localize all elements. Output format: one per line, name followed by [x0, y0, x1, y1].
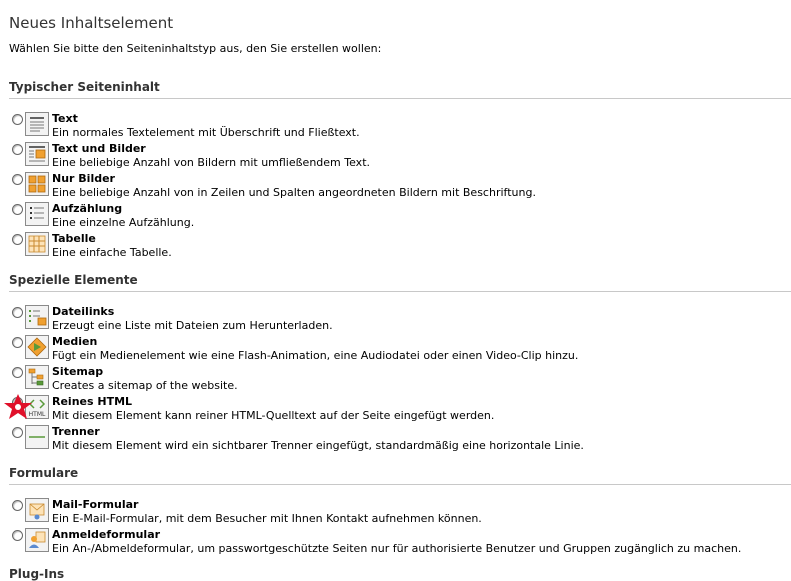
radio-bullets[interactable]: [12, 204, 23, 215]
svg-text:HTML: HTML: [28, 411, 46, 418]
item-title: Sitemap: [52, 365, 104, 378]
mail-form-icon: [25, 498, 49, 522]
list-item[interactable]: [9, 305, 789, 335]
list-item[interactable]: [9, 172, 789, 202]
item-title: Text und Bilder: [52, 142, 146, 155]
login-form-icon: [25, 528, 49, 552]
intro-text: Wählen Sie bitte den Seiteninhaltstyp aus, den Sie erstellen wollen:: [9, 42, 382, 55]
item-description: Eine einzelne Aufzählung.: [52, 216, 195, 229]
section-header-special: Spezielle Elemente: [9, 273, 791, 292]
radio-images[interactable]: [12, 174, 23, 185]
item-description: Mit diesem Element wird ein sichtbarer Trenner eingefügt, standardmäßig eine horizontale Linie.: [52, 439, 584, 452]
item-title: Trenner: [52, 425, 100, 438]
radio-table[interactable]: [12, 234, 23, 245]
images-icon: [25, 172, 49, 196]
item-title: Medien: [52, 335, 98, 348]
item-title: Aufzählung: [52, 202, 123, 215]
section-header-typical: Typischer Seiteninhalt: [9, 80, 791, 99]
radio-login-form[interactable]: [12, 530, 23, 541]
list-item[interactable]: [9, 202, 789, 232]
filelinks-icon: [25, 305, 49, 329]
item-title: Mail-Formular: [52, 498, 139, 511]
section-header-plugins: Plug-Ins: [9, 567, 65, 581]
list-item[interactable]: [9, 395, 789, 425]
item-description: Eine beliebige Anzahl von Bildern mit umfließendem Text.: [52, 156, 371, 169]
item-description: Mit diesem Element kann reiner HTML-Quelltext auf der Seite eingefügt werden.: [52, 409, 495, 422]
item-description: Ein E-Mail-Formular, mit dem Besucher mit Ihnen Kontakt aufnehmen können.: [52, 512, 482, 525]
item-title: Reines HTML: [52, 395, 133, 408]
radio-text[interactable]: [12, 114, 23, 125]
list-item[interactable]: [9, 112, 789, 142]
radio-text-image[interactable]: [12, 144, 23, 155]
list-item[interactable]: [9, 528, 789, 558]
list-item[interactable]: [9, 232, 789, 262]
star-marker-icon: [3, 393, 33, 421]
item-description: Creates a sitemap of the website.: [52, 379, 238, 392]
media-icon: [25, 335, 49, 359]
text-icon: [25, 112, 49, 136]
list-item[interactable]: [9, 335, 789, 365]
table-icon: [25, 232, 49, 256]
radio-filelinks[interactable]: [12, 307, 23, 318]
radio-sitemap[interactable]: [12, 367, 23, 378]
item-description: Fügt ein Medienelement wie eine Flash-Animation, eine Audiodatei oder einen Video-Clip hinzu.: [52, 349, 579, 362]
page-title: Neues Inhaltselement: [9, 14, 174, 32]
item-title: Text: [52, 112, 78, 125]
item-description: Erzeugt eine Liste mit Dateien zum Herunterladen.: [52, 319, 333, 332]
radio-divider[interactable]: [12, 427, 23, 438]
item-description: Ein normales Textelement mit Überschrift und Fließtext.: [52, 126, 360, 139]
divider-icon: [25, 425, 49, 449]
sitemap-icon: [25, 365, 49, 389]
item-title: Tabelle: [52, 232, 96, 245]
item-title: Dateilinks: [52, 305, 115, 318]
item-title: Nur Bilder: [52, 172, 115, 185]
list-item[interactable]: [9, 498, 789, 528]
list-item[interactable]: [9, 142, 789, 172]
item-description: Ein An-/Abmeldeformular, um passwortgeschützte Seiten nur für authorisierte Benutzer und Gruppen zugänglich zu machen.: [52, 542, 742, 555]
item-description: Eine einfache Tabelle.: [52, 246, 172, 259]
list-item[interactable]: [9, 365, 789, 395]
item-description: Eine beliebige Anzahl von in Zeilen und Spalten angeordneten Bildern mit Beschriftung.: [52, 186, 536, 199]
bullets-icon: [25, 202, 49, 226]
radio-mail-form[interactable]: [12, 500, 23, 511]
item-title: Anmeldeformular: [52, 528, 161, 541]
section-header-forms: Formulare: [9, 466, 791, 485]
text-image-icon: [25, 142, 49, 166]
list-item[interactable]: [9, 425, 789, 455]
radio-media[interactable]: [12, 337, 23, 348]
